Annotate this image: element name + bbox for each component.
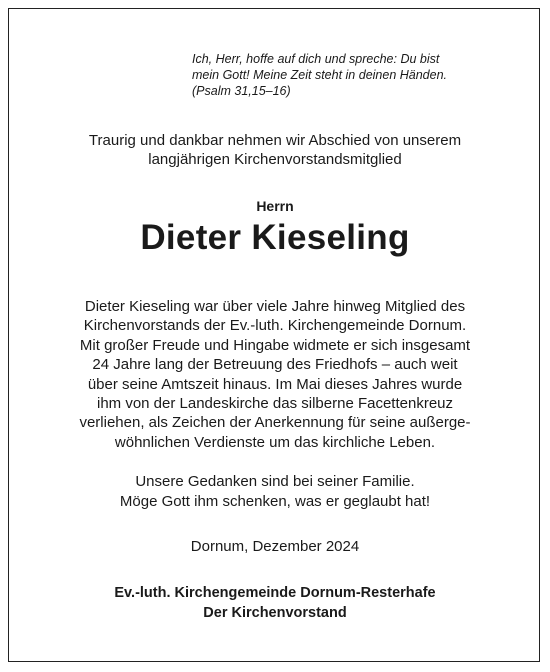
place-date: Dornum, Dezember 2024 (190, 538, 360, 555)
tribute-line: 24 Jahre lang der Betreuung des Friedhofs – auch weit (92, 356, 458, 374)
tribute-line: Dieter Kieseling war über viele Jahre hinweg Mitglied des (84, 298, 466, 315)
tribute-line: verliehen, als Zeichen der Anerkennung für seine außerge- (79, 414, 471, 432)
family-line: Möge Gott ihm schenken, was er geglaubt hat! (119, 493, 431, 510)
tribute-line: ihm von der Landeskirche das silberne Facettenkreuz (96, 395, 454, 413)
intro-line: langjährigen Kirchenvorstandsmitglied (148, 151, 402, 168)
tribute-line: wöhnlichen Verdienste um das kirchliche Leben. (114, 433, 436, 451)
tribute-text (0, 297, 550, 452)
tribute-line: über seine Amtszeit hinaus. Im Mai dieses Jahres wurde (87, 375, 463, 393)
family-text (0, 472, 550, 512)
psalm-quote (192, 51, 512, 99)
family-line: Unsere Gedanken sind bei seiner Familie. (135, 473, 415, 490)
salutation: Herrn (256, 198, 294, 214)
intro-text (0, 131, 550, 169)
deceased-name: Dieter Kieseling (140, 218, 410, 257)
signature (0, 583, 550, 623)
tribute-line: Mit großer Freude und Hingabe widmete er sich insgesamt (79, 336, 471, 354)
signature-organization: Ev.-luth. Kirchengemeinde Dornum-Resterhafe (114, 585, 436, 601)
intro-line: Traurig und dankbar nehmen wir Abschied von unserem (88, 132, 462, 149)
signature-board: Der Kirchenvorstand (203, 605, 347, 621)
quote-reference: (Psalm 31,15–16) (192, 84, 291, 98)
quote-line: mein Gott! Meine Zeit steht in deinen Händen. (192, 68, 448, 82)
quote-line: Ich, Herr, hoffe auf dich und spreche: Du bist (192, 52, 440, 66)
tribute-line: Kirchenvorstands der Ev.-luth. Kirchengemeinde Dornum. (83, 317, 467, 335)
